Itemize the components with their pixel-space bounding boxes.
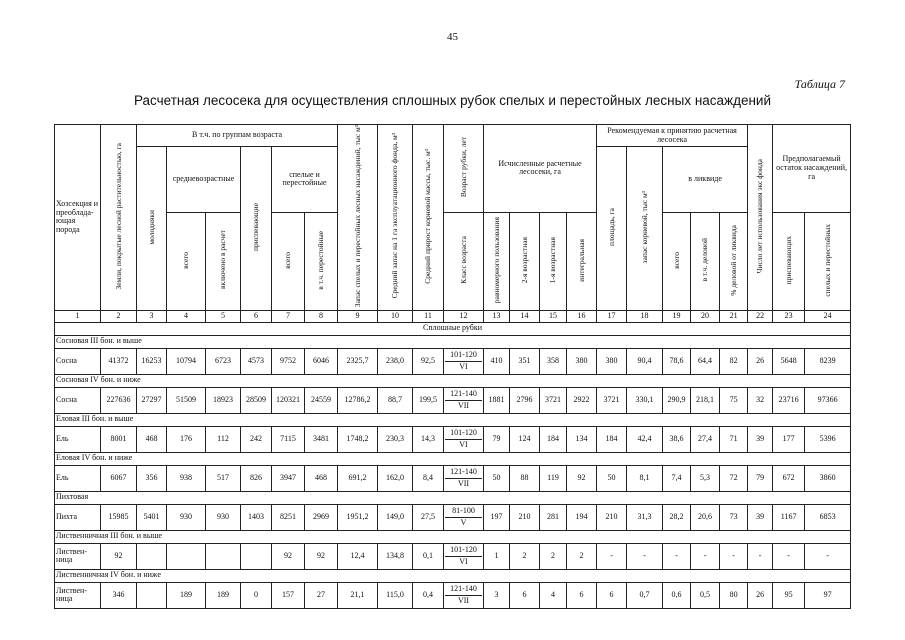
column-number-row [55,310,851,322]
value-cell [206,543,241,569]
subheading-row [55,322,851,335]
value-cell: 7115 [272,426,305,452]
value-cell: 134 [567,426,597,452]
value-cell: - [773,543,805,569]
column-number: 19 [663,310,691,322]
value-cell: 8239 [805,348,851,374]
column-number: 10 [378,310,413,322]
value-cell: 218,1 [691,387,720,413]
value-cell: 210 [510,504,540,530]
cut-age: 101-120 [445,546,482,557]
column-number: 24 [805,310,851,322]
value-cell: 189 [206,582,241,608]
value-cell: 2 [540,543,567,569]
column-number: 23 [773,310,805,322]
header-years: Число лет использования экс фонда [748,125,773,311]
section-row [55,491,851,504]
value-cell: 5648 [773,348,805,374]
section-row [55,452,851,465]
value-cell: 199,5 [413,387,444,413]
value-cell: 0,1 [413,543,444,569]
value-cell: 2 [510,543,540,569]
value-cell: 3721 [540,387,567,413]
value-cell: 4573 [241,348,272,374]
column-number: 15 [540,310,567,322]
column-number: 3 [137,310,167,322]
value-cell: 281 [540,504,567,530]
value-cell: 162,0 [378,465,413,491]
table-row [55,348,851,374]
value-cell: 2969 [305,504,338,530]
value-cell: 2 [567,543,597,569]
value-cell: 0,6 [663,582,691,608]
age-class-cell [444,387,484,413]
column-number: 13 [484,310,510,322]
value-cell: 5401 [137,504,167,530]
column-number: 17 [597,310,627,322]
forest-cutting-table [54,124,851,609]
value-cell: 410 [484,348,510,374]
value-cell: 238,0 [378,348,413,374]
header-first-age: 1-я возрастная [540,212,567,310]
age-class-cell [444,348,484,374]
value-cell: 6 [567,582,597,608]
cut-age: 121-140 [445,468,482,479]
column-number: 21 [720,310,748,322]
value-cell: 97366 [805,387,851,413]
value-cell: 115,0 [378,582,413,608]
value-cell: 80 [720,582,748,608]
value-cell: 26 [748,582,773,608]
section-row [55,335,851,348]
header-premature-remain: приспевающих [773,212,805,310]
value-cell: 72 [720,465,748,491]
value-cell [167,543,206,569]
column-number: 18 [627,310,663,322]
value-cell: 3860 [805,465,851,491]
value-cell: 468 [305,465,338,491]
value-cell: 7,4 [663,465,691,491]
cut-age: 101-120 [445,351,482,362]
value-cell: 930 [206,504,241,530]
header-mature: спелые и перестойные [272,147,338,213]
section-name: Еловая III бон. и выше [55,413,851,426]
value-cell: 468 [137,426,167,452]
age-class-cell [444,543,484,569]
value-cell: 12786,2 [338,387,378,413]
value-cell [137,582,167,608]
header-forest-land: Земли, покрытые лесной растительностью, га [101,125,137,311]
value-cell: 2796 [510,387,540,413]
column-number: 20 [691,310,720,322]
table-row [55,582,851,608]
age-class: VII [457,400,470,410]
value-cell: 38,6 [663,426,691,452]
section-row [55,374,851,387]
value-cell: 73 [720,504,748,530]
value-cell: 9752 [272,348,305,374]
section-name: Лиственничная III бон. и выше [55,530,851,543]
age-class: VI [459,361,468,371]
value-cell: 4 [540,582,567,608]
value-cell: 1881 [484,387,510,413]
value-cell: 5,3 [691,465,720,491]
value-cell: 157 [272,582,305,608]
value-cell: 6723 [206,348,241,374]
header-premature: приспевающие [241,147,272,311]
cut-age: 121-140 [445,390,482,401]
value-cell: 18923 [206,387,241,413]
header-mature-stock: Запас спелых и перестойных лесных насаждений, тыс м³ [338,125,378,311]
value-cell: 28509 [241,387,272,413]
species-cell: Ель [55,426,101,452]
table-row [55,387,851,413]
subheading: Сплошные рубки [55,322,851,335]
header-remaining: Предполагаемый остаток насаждений, га [773,125,851,213]
value-cell: 32 [748,387,773,413]
value-cell: 82 [720,348,748,374]
value-cell: 938 [167,465,206,491]
value-cell [241,543,272,569]
age-class-cell [444,582,484,608]
value-cell: 8251 [272,504,305,530]
column-number: 14 [510,310,540,322]
value-cell: 23716 [773,387,805,413]
value-cell: 6067 [101,465,137,491]
value-cell: 1951,2 [338,504,378,530]
value-cell: 149,0 [378,504,413,530]
value-cell: 356 [137,465,167,491]
value-cell: 50 [484,465,510,491]
value-cell: 79 [748,465,773,491]
value-cell: 330,1 [627,387,663,413]
value-cell: 42,4 [627,426,663,452]
value-cell: 290,9 [663,387,691,413]
value-cell: 27,4 [691,426,720,452]
column-number: 22 [748,310,773,322]
value-cell: 826 [241,465,272,491]
value-cell: 189 [167,582,206,608]
section-name: Еловая IV бон. и ниже [55,452,851,465]
value-cell: 5396 [805,426,851,452]
value-cell: 24559 [305,387,338,413]
section-row [55,530,851,543]
age-class: VI [459,556,468,566]
value-cell: 227636 [101,387,137,413]
value-cell: - [691,543,720,569]
section-row [55,569,851,582]
value-cell: 15985 [101,504,137,530]
value-cell: - [663,543,691,569]
species-cell: Пихта [55,504,101,530]
table-row [55,426,851,452]
value-cell: 1167 [773,504,805,530]
value-cell: 184 [597,426,627,452]
cut-age: 81-100 [445,507,482,518]
species-cell: Листвен-ница [55,582,101,608]
value-cell: 124 [510,426,540,452]
value-cell: 2325,7 [338,348,378,374]
value-cell: 50 [597,465,627,491]
value-cell: 90,4 [627,348,663,374]
value-cell: 184 [540,426,567,452]
value-cell: 0,7 [627,582,663,608]
value-cell: 88,7 [378,387,413,413]
header-mature-total: всего [272,212,305,310]
value-cell: 92,5 [413,348,444,374]
value-cell: 3721 [597,387,627,413]
value-cell: 27 [305,582,338,608]
value-cell: 95 [773,582,805,608]
value-cell: 0,4 [413,582,444,608]
value-cell: 3 [484,582,510,608]
value-cell: 1403 [241,504,272,530]
header-middle-total: всего [167,212,206,310]
value-cell: 27,5 [413,504,444,530]
species-cell: Сосна [55,387,101,413]
column-number: 12 [444,310,484,322]
header-commercial-pct: % деловой от ликвида [720,212,748,310]
table-row [55,465,851,491]
value-cell: 41372 [101,348,137,374]
section-row [55,413,851,426]
header-species: Хозсекция и преоблада-ющая порода [55,125,101,311]
value-cell: 78,6 [663,348,691,374]
value-cell: 8,1 [627,465,663,491]
cut-age: 121-140 [445,585,482,596]
value-cell: 3481 [305,426,338,452]
table-body [55,310,851,608]
value-cell: 930 [167,504,206,530]
value-cell: 92 [101,543,137,569]
value-cell: 92 [305,543,338,569]
age-class: VII [457,595,470,605]
value-cell: 79 [484,426,510,452]
header-avg-growth: Средний прирост корневой массы, тыс. м³ [413,125,444,311]
column-number: 16 [567,310,597,322]
column-number: 5 [206,310,241,322]
header-age-class: Класс возраста [444,212,484,310]
value-cell: - [597,543,627,569]
age-class: VI [459,439,468,449]
value-cell: 177 [773,426,805,452]
header-liquid-total: всего [663,212,691,310]
section-name: Сосновая III бон. и выше [55,335,851,348]
value-cell: 31,3 [627,504,663,530]
value-cell: - [748,543,773,569]
table-label: Таблица 7 [794,77,845,91]
value-cell: 71 [720,426,748,452]
header-calculated: Исчисленные расчетные лесосеки, га [484,125,597,213]
header-recommended: Рекомендуемая к принятию расчетная лесосека [597,125,748,147]
value-cell: 2922 [567,387,597,413]
value-cell: 6046 [305,348,338,374]
column-number: 7 [272,310,305,322]
section-name: Сосновая IV бон. и ниже [55,374,851,387]
header-middle-included: включено в расчет [206,212,241,310]
value-cell: 21,1 [338,582,378,608]
value-cell: 6853 [805,504,851,530]
value-cell: 112 [206,426,241,452]
value-cell: 27297 [137,387,167,413]
value-cell: 1 [484,543,510,569]
value-cell: 8,4 [413,465,444,491]
value-cell: 10794 [167,348,206,374]
value-cell: 12,4 [338,543,378,569]
value-cell: 26 [748,348,773,374]
header-overmature: в т.ч. перестойные [305,212,338,310]
column-number: 8 [305,310,338,322]
value-cell: - [805,543,851,569]
species-cell: Ель [55,465,101,491]
value-cell: 230,3 [378,426,413,452]
value-cell: 517 [206,465,241,491]
value-cell: 20,6 [691,504,720,530]
value-cell: 351 [510,348,540,374]
header-liquid: в ликвиде [663,147,748,213]
column-number: 11 [413,310,444,322]
table-row [55,543,851,569]
value-cell: 28,2 [663,504,691,530]
header-age-groups: В т.ч. по группам возраста [137,125,338,147]
value-cell: 358 [540,348,567,374]
table-title: Расчетная лесосека для осуществления сплошных рубок спелых и перестойных лесных насаждений [133,93,772,108]
section-name: Лиственничная IV бон. и ниже [55,569,851,582]
value-cell: 39 [748,426,773,452]
page-number: 45 [447,31,458,43]
column-number: 6 [241,310,272,322]
column-number: 9 [338,310,378,322]
value-cell: 0,5 [691,582,720,608]
header-mature-remain: спелых и перестойных [805,212,851,310]
cut-age: 101-120 [445,429,482,440]
value-cell: 14,3 [413,426,444,452]
value-cell: 134,8 [378,543,413,569]
header-cut-age: Возраст рубки, лет [444,125,484,213]
value-cell: 92 [272,543,305,569]
value-cell: 6 [597,582,627,608]
header-integral: интегральная [567,212,597,310]
header-avg-stock: Средний запас на 1 га эксплуатационного фонда, м³ [378,125,413,311]
value-cell: 120321 [272,387,305,413]
header-middle-age: средневозрастные [167,147,241,213]
value-cell: 75 [720,387,748,413]
value-cell: 242 [241,426,272,452]
header-commercial: в т.ч. деловой [691,212,720,310]
value-cell: 51509 [167,387,206,413]
value-cell: 39 [748,504,773,530]
age-class-cell [444,504,484,530]
value-cell: 6 [510,582,540,608]
value-cell: 210 [597,504,627,530]
value-cell: 97 [805,582,851,608]
value-cell: 88 [510,465,540,491]
header-second-age: 2-я возрастная [510,212,540,310]
value-cell: 119 [540,465,567,491]
column-number: 2 [101,310,137,322]
value-cell: 380 [597,348,627,374]
header-area: площадь, га [597,147,627,311]
section-name: Пихтовая [55,491,851,504]
value-cell: 691,2 [338,465,378,491]
column-number: 4 [167,310,206,322]
header-young: молодняки [137,147,167,311]
value-cell: - [720,543,748,569]
value-cell: 380 [567,348,597,374]
species-cell: Сосна [55,348,101,374]
value-cell [137,543,167,569]
value-cell: 92 [567,465,597,491]
value-cell: 346 [101,582,137,608]
header-uniform: равномерного пользования [484,212,510,310]
age-class-cell [444,465,484,491]
value-cell: 64,4 [691,348,720,374]
age-class: V [460,517,467,527]
age-class-cell [444,426,484,452]
value-cell: 194 [567,504,597,530]
value-cell: 1748,2 [338,426,378,452]
value-cell: 176 [167,426,206,452]
column-number: 1 [55,310,101,322]
header-root-stock: запас корневой, тыс м³ [627,147,663,311]
value-cell: 16253 [137,348,167,374]
species-cell: Листвен-ница [55,543,101,569]
age-class: VII [457,478,470,488]
table-row [55,504,851,530]
value-cell: - [627,543,663,569]
value-cell: 8001 [101,426,137,452]
value-cell: 0 [241,582,272,608]
value-cell: 672 [773,465,805,491]
value-cell: 3947 [272,465,305,491]
value-cell: 197 [484,504,510,530]
